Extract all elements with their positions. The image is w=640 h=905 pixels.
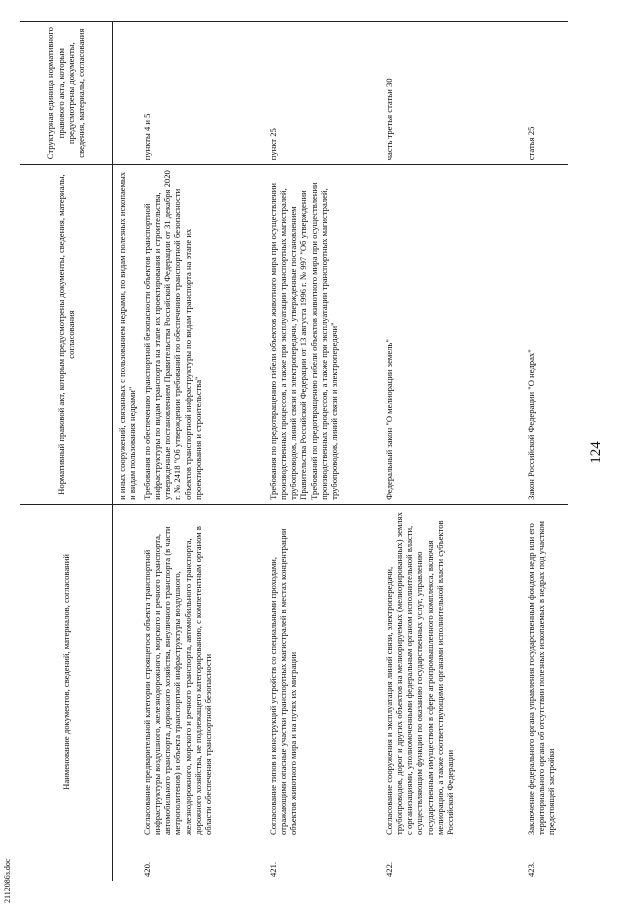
- row-number: 423.: [525, 861, 536, 877]
- header-name: Наименование документов, сведений, материалов, согласований: [20, 504, 113, 839]
- requirements-table: [20, 21, 568, 881]
- row-act: Требования по предотвращению гибели объектов животного мира при осуществлении производственных процессов, а также при эксплуатации транспортных магистралей, трубопроводов, линий связи и электропередачи, утвержденные постановлением Правительства Российской Федерации от 13 августа 1996 г. № 997 "Об утверждении Требований по предотвращению гибели объектов животного мира при осуществлении производственных процессов, а также при эксплуатации транспортных магистралей, трубопроводов, линий связи и электропередачи": [266, 165, 382, 505]
- table-row: [266, 22, 382, 882]
- row-name: Согласование типов и конструкций устройств со специальными проходами, отражающими опасные участки транспортных магистралей в местах концентрации объектов животного мира и на путях их миграции: [266, 504, 382, 839]
- row-unit: пункт 25: [266, 22, 382, 165]
- row-act: Требования по обеспечению транспортной безопасности объектов транспортной инфраструктуры по видам транспорта на этапе их проектирования и строительства, утвержденные постановлением Правительства Российской Федерации от 31 декабря 2020 г. № 2418 "Об утверждении требований по обеспечению транспортной безопасности объектов транспортной инфраструктуры по видам транспорта на этапе их проектирования и строительства": [140, 165, 266, 505]
- row-unit: пункты 4 и 5: [140, 22, 266, 165]
- page-number: 124: [588, 441, 604, 464]
- header-unit: Структурная единица нормативного правового акта, которым предусмотрены документы, сведения, материалы, согласования: [20, 22, 113, 165]
- row-name: Заключение федерального органа управления государственным фондом недр или его территориального органа об отсутствии полезных ископаемых в недрах под участком предстоящей застройки: [524, 504, 568, 839]
- table-row: [382, 22, 524, 882]
- row-unit: часть третья статьи 30: [382, 22, 524, 165]
- row-act: Закон Российской Федерации "О недрах": [524, 165, 568, 505]
- continuation-act: и иных сооружений, связанных с пользованием недрами, по видам полезных ископаемых и видам пользования недрами": [113, 165, 140, 505]
- row-unit: статья 25: [524, 22, 568, 165]
- row-name: Согласование предварительной категории строящегося объекта транспортной инфраструктуры воздушного, железнодорожного, морского и речного транспорта, автомобильного транспорта, дорожного хозяйства, внеуличного транспорта (в части метрополитенов) и объекта транспортной инфраструктуры воздушного, железнодорожного, морского и речного транспорта, автомобильного транспорта, дорожного хозяйства, не подлежащего категорированию, с компетентным органом в области обеспечения транспортной безопасности: [140, 504, 266, 839]
- row-number: 420.: [141, 861, 152, 877]
- header-act: Нормативный правовой акт, которым предусмотрены документы, сведения, материалы, согласования: [20, 165, 113, 505]
- table-row: [140, 22, 266, 882]
- table-header-row: [20, 22, 113, 882]
- row-number: 421.: [267, 861, 278, 877]
- continuation-row: [113, 22, 140, 882]
- row-number: 422.: [383, 861, 394, 877]
- header-num: [20, 839, 113, 881]
- table-row: [524, 22, 568, 882]
- row-name: Согласование сооружения и эксплуатация линий связи, электропередачи, трубопроводов, дорог и других объектов на мелиорируемых (мелиорированных) землях с организациями, уполномоченными федеральным органом исполнительной власти, осуществляющим функции по оказанию государственных услуг, управлению государственным имуществом в сфере агропромышленного комплекса, включая мелиорацию, а также соответствующими органами исполнительной власти субъектов Российской Федерации: [382, 504, 524, 839]
- file-reference: 2112086з.doc: [3, 858, 12, 903]
- row-act: Федеральный закон "О мелиорации земель": [382, 165, 524, 505]
